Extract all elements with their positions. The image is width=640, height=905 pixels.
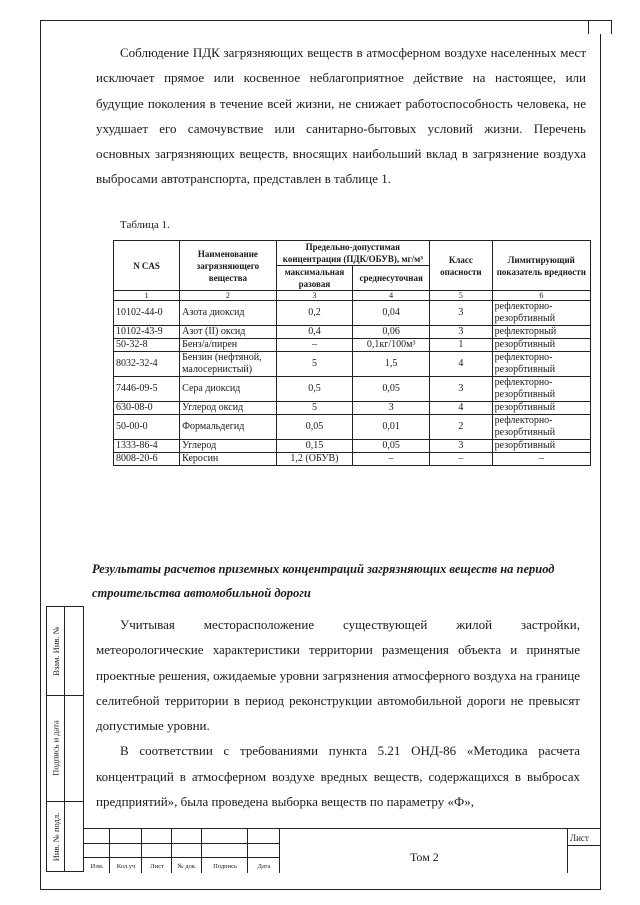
header-pdk-avg: среднесуточная: [353, 266, 430, 291]
side-label-podpis: Подпись и дата: [51, 720, 62, 776]
stamp-label-list: Лист: [150, 863, 164, 870]
paragraph-2: Учитывая месторасположение существующей жилой застройки, метеорологические характеристики территории размещения объекта и принятые проектные решения, ожидаемые уровни загрязнения атмосферного воздуха на границе селитебной территории в период реконструкции автомобильной дороги не превысят допустимые уровни.: [96, 617, 580, 734]
side-label-inv: Инв. № подл.: [51, 812, 61, 862]
section-heading: Результаты расчетов приземных концентраций загрязняющих веществ на период строительства автомобильной дороги: [92, 562, 555, 600]
table-row: 10102-44-0 Азота диоксид 0,2 0,04 3 рефлекторно-резорбтивный: [114, 301, 591, 326]
title-block: [84, 828, 601, 872]
main-text-2: [96, 612, 580, 814]
table-row: 50-00-0 Формальдегид 0,05 0,01 2 рефлекторно-резорбтивный: [114, 415, 591, 440]
stamp-label-data: Дата: [257, 863, 271, 870]
stamp-label-doc: № док.: [177, 863, 197, 870]
table-row: 1333-86-4 Углерод 0,15 0,05 3 резорбтивный: [114, 440, 591, 453]
stamp-label-kol: Кол.уч: [116, 863, 136, 870]
volume-label: Том 2: [410, 850, 439, 864]
main-text: [96, 40, 586, 192]
table-row: 10102-43-9 Азот (II) оксид 0,4 0,06 3 рефлекторный: [114, 326, 591, 339]
column-numbers-row: 1 2 3 4 5 6: [114, 291, 591, 301]
header-class: Класс опасности: [430, 241, 493, 291]
table-caption: Таблица 1.: [120, 219, 170, 231]
left-stamp-strip: [46, 606, 84, 872]
table-row: 8008-20-6 Керосин 1,2 (ОБУВ) – – –: [114, 453, 591, 466]
sheet-number-box: [588, 20, 612, 34]
header-pdk: Предельно-допустимая концентрация (ПДК/ОБУВ), мг/м³: [276, 241, 429, 266]
table-row: 8032-32-4 Бензин (нефтяной, малосернистый) 5 1,5 4 рефлекторно-резорбтивный: [114, 352, 591, 377]
table-row: 50-32-8 Бенз/а/пирен – 0,1кг/100м³ 1 резорбтивный: [114, 339, 591, 352]
paragraph-3: В соответствии с требованиями пункта 5.21 ОНД-86 «Методика расчета концентраций в атмосферном воздухе вредных веществ, содержащихся в выбросах предприятий», была проведена выборка веществ по параметру «Ф»,: [96, 743, 580, 810]
header-limit: Лимитирующий показатель вредности: [492, 241, 590, 291]
table-row: 7446-09-5 Сера диоксид 0,5 0,05 3 рефлекторно-резорбтивный: [114, 377, 591, 402]
sheet-label: Лист: [570, 833, 589, 843]
header-cas: N CAS: [114, 241, 180, 291]
header-pdk-max: максимальная разовая: [276, 266, 353, 291]
table-row: 630-08-0 Углерод оксид 5 3 4 резорбтивный: [114, 402, 591, 415]
stamp-label-izm: Изм.: [90, 863, 104, 870]
stamp-label-podpis: Подпись: [213, 863, 237, 870]
header-name: Наименование загрязняющего вещества: [180, 241, 276, 291]
paragraph-1: Соблюдение ПДК загрязняющих веществ в атмосферном воздухе населенных мест исключает прямое или косвенное неблагоприятное действие на настоящее, или будущие поколения в течение всей жизни, не снижает работоспособность человека, не ухудшает его самочувствие или санитарно-бытовых условий жизни. Перечень основных загрязняющих веществ, вносящих наибольший вклад в загрязнение воздуха выбросами автотранспорта, представлен в таблице 1.: [96, 45, 586, 187]
side-label-vzam: Взам. Инв. №: [51, 626, 61, 676]
pollutants-table: [113, 240, 591, 466]
